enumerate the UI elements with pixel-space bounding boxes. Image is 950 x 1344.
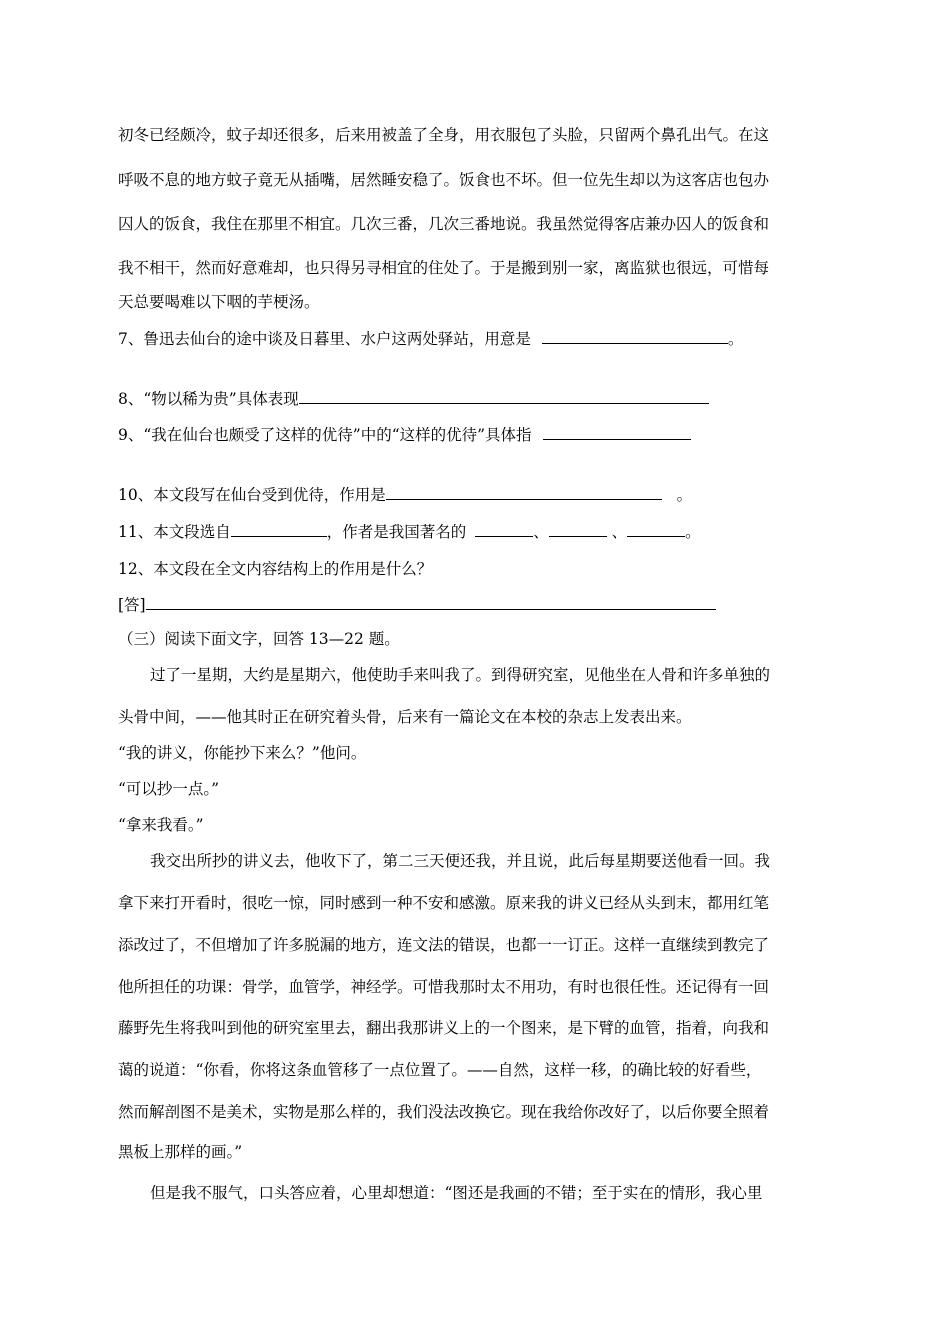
answer-blank[interactable] [299,389,709,404]
question-10-text: 10、本文段写在仙台受到优待，作用是 [118,486,386,504]
paragraph-line: 拿下来打开看时，很吃一惊，同时感到一种不安和感激。原来我的讲义已经从头到末，都用红笔 [118,894,770,912]
paragraph-line: 呼吸不息的地方蚊子竟无从插嘴，居然睡安稳了。饭食也不坏。但一位先生却以为这客店也包办 [118,171,770,189]
question-11-sep: 、 [611,523,628,541]
question-9-text: 9、“我在仙台也颇受了这样的优待”中的“这样的优待”具体指 [118,426,532,444]
paragraph-line: 他所担任的功课：骨学，血管学，神经学。可惜我那时太不用功，有时也很任性。还记得有一回 [118,978,770,996]
paragraph-line: 添改过了，不但增加了许多脱漏的地方，连文法的错误，也都一一订正。这样一直继续到教完了 [118,936,770,954]
answer-blank[interactable] [543,425,691,440]
answer-blank[interactable] [475,522,533,537]
answer-blank[interactable] [231,522,327,537]
paragraph-line: 但是我不服气，口头答应着，心里却想道：“图还是我画的不错；至于实在的情形，我心里 [150,1184,763,1202]
question-11-end: 。 [685,523,701,541]
answer-blank[interactable] [549,522,607,537]
question-11-text-b: ，作者是我国著名的 [326,523,467,541]
answer-label: [答] [118,596,146,614]
dialogue-line: “拿来我看。” [118,816,204,834]
question-10-end: 。 [676,486,693,504]
paragraph-line: 藤野先生将我叫到他的研究室里去，翻出我那讲义上的一个图来，是下臂的血管，指着，向我和 [118,1019,770,1037]
answer-blank[interactable] [386,485,662,500]
paragraph-line: 囚人的饭食，我住在那里不相宜。几次三番，几次三番地说。我虽然觉得客店兼办囚人的饭食和 [118,215,770,233]
answer-blank[interactable] [146,595,716,610]
paragraph-line: 头骨中间，——他其时正在研究着头骨，后来有一篇论文在本校的杂志上发表出来。 [118,708,692,726]
question-7-text: 7、鲁迅去仙台的途中谈及日暮里、水户这两处驿站，用意是 [118,330,531,348]
question-11 [118,522,701,542]
paragraph-line: 我交出所抄的讲义去，他收下了，第二三天便还我，并且说，此后每星期要送他看一回。我 [150,852,771,870]
answer-line [118,595,716,615]
question-7-end: 。 [727,330,744,348]
paragraph-line: 我不相干，然而好意难却，也只得另寻相宜的住处了。于是搬到别一家，离监狱也很远，可惜每 [118,259,770,277]
answer-blank[interactable] [627,522,685,537]
paragraph-line: 蔼的说道：“你看，你将这条血管移了一点位置了。——自然，这样一移，的确比较的好看些， [118,1061,762,1079]
paragraph-line: 黑板上那样的画。” [118,1143,243,1161]
paragraph-line: 初冬已经颇冷，蚊子却还很多，后来用被盖了全身，用衣服包了头脸，只留两个鼻孔出气。在这 [118,126,770,144]
paragraph-line: 天总要喝难以下咽的芋梗汤。 [118,293,320,311]
dialogue-line: “我的讲义，你能抄下来么？”他问。 [118,744,367,762]
question-12: 12、本文段在全文内容结构上的作用是什么？ [118,560,433,578]
question-10 [118,485,692,505]
dialogue-line: “可以抄一点。” [118,780,220,798]
question-8-text: 8、“物以稀为贵”具体表现 [118,390,299,408]
question-8 [118,389,709,409]
question-9 [118,425,691,445]
paragraph-line: 过了一星期，大约是星期六，他使助手来叫我了。到得研究室，见他坐在人骨和许多单独的 [150,666,771,684]
question-11-sep: 、 [533,523,549,541]
section-heading: （三）阅读下面文字，回答 13—22 题。 [118,630,400,648]
answer-blank[interactable] [542,329,728,344]
question-11-text-a: 11、本文段选自 [118,523,231,541]
paragraph-line: 然而解剖图不是美术，实物是那么样的，我们没法改换它。现在我给你改好了，以后你要全照着 [118,1103,770,1121]
question-7 [118,329,743,349]
